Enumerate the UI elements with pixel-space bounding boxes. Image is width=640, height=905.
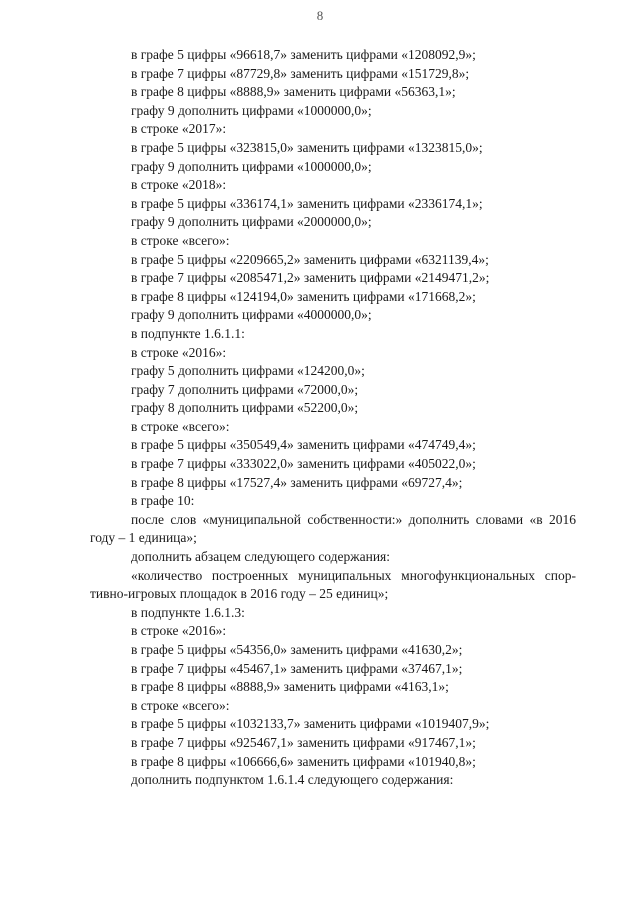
text-line: в графе 5 цифры «2209665,2» заменить цифрами «6321139,4»; bbox=[131, 251, 489, 267]
text-line: тивно-игровых площадок в 2016 году – 25 единиц»; bbox=[90, 586, 389, 602]
text-line: в графе 7 цифры «925467,1» заменить цифрами «917467,1»; bbox=[131, 734, 476, 750]
text-line: после слов «муниципальной собственности:» дополнить словами «в 2016 bbox=[131, 511, 576, 527]
text-line: в строке «всего»: bbox=[131, 418, 230, 434]
text-line: дополнить абзацем следующего содержания: bbox=[131, 549, 391, 565]
text-line: в графе 5 цифры «323815,0» заменить цифрами «1323815,0»; bbox=[131, 139, 483, 155]
text-line: в графе 8 цифры «8888,9» заменить цифрами «4163,1»; bbox=[131, 679, 449, 695]
text-line: в строке «всего»: bbox=[131, 232, 230, 248]
text-line: графу 7 дополнить цифрами «72000,0»; bbox=[131, 381, 359, 397]
text-line: в графе 5 цифры «1032133,7» заменить цифрами «1019407,9»; bbox=[131, 716, 490, 732]
text-line: в графе 7 цифры «45467,1» заменить цифрами «37467,1»; bbox=[131, 660, 463, 676]
text-line: в строке «2017»: bbox=[131, 121, 227, 137]
text-line: в строке «2018»: bbox=[131, 177, 227, 193]
text-line: в строке «2016»: bbox=[131, 623, 227, 639]
text-line: в графе 5 цифры «336174,1» заменить цифрами «2336174,1»; bbox=[131, 195, 483, 211]
text-line: в графе 8 цифры «124194,0» заменить цифрами «171668,2»; bbox=[131, 288, 476, 304]
text-line: графу 8 дополнить цифрами «52200,0»; bbox=[131, 400, 359, 416]
text-line: графу 9 дополнить цифрами «1000000,0»; bbox=[131, 102, 372, 118]
document-body bbox=[90, 46, 576, 790]
text-line: в строке «всего»: bbox=[131, 697, 230, 713]
text-line: дополнить подпунктом 1.6.1.4 следующего содержания: bbox=[131, 772, 454, 788]
text-line: в подпункте 1.6.1.3: bbox=[131, 604, 245, 620]
text-line: в строке «2016»: bbox=[131, 344, 227, 360]
text-line: в графе 8 цифры «8888,9» заменить цифрами «56363,1»; bbox=[131, 84, 456, 100]
text-line: в графе 8 цифры «106666,6» заменить цифрами «101940,8»; bbox=[131, 753, 476, 769]
text-line: в подпункте 1.6.1.1: bbox=[131, 325, 245, 341]
text-line: году – 1 единица»; bbox=[90, 530, 197, 546]
text-line: в графе 10: bbox=[131, 493, 195, 509]
text-line: в графе 7 цифры «87729,8» заменить цифрами «151729,8»; bbox=[131, 65, 470, 81]
text-line: «количество построенных муниципальных многофункциональных спор- bbox=[131, 567, 576, 583]
text-line: графу 9 дополнить цифрами «1000000,0»; bbox=[131, 158, 372, 174]
text-line: в графе 8 цифры «17527,4» заменить цифрами «69727,4»; bbox=[131, 474, 463, 490]
text-line: графу 9 дополнить цифрами «2000000,0»; bbox=[131, 214, 372, 230]
text-line: в графе 5 цифры «54356,0» заменить цифрами «41630,2»; bbox=[131, 642, 463, 657]
text-line: графу 5 дополнить цифрами «124200,0»; bbox=[131, 363, 365, 379]
text-line: в графе 5 цифры «96618,7» заменить цифрами «1208092,9»; bbox=[131, 47, 476, 62]
page-number: 8 bbox=[316, 8, 324, 23]
text-line: в графе 7 цифры «2085471,2» заменить цифрами «2149471,2»; bbox=[131, 270, 490, 286]
text-line: в графе 5 цифры «350549,4» заменить цифрами «474749,4»; bbox=[131, 437, 476, 453]
text-line: графу 9 дополнить цифрами «4000000,0»; bbox=[131, 307, 372, 323]
text-line: в графе 7 цифры «333022,0» заменить цифрами «405022,0»; bbox=[131, 456, 476, 472]
